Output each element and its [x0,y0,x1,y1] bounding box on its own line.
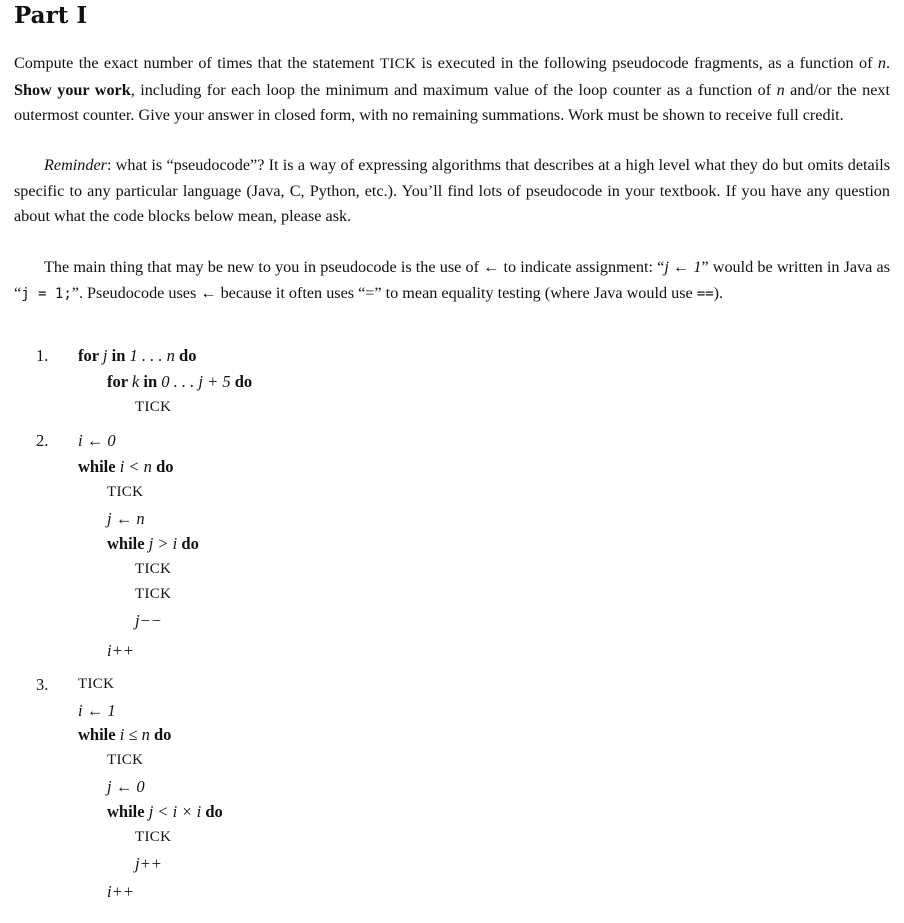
intro-text-1: Compute the exact number of times that the statement [14,54,380,72]
keyword-for: for [78,346,103,365]
tick-statement: TICK [107,484,144,500]
tick-statement: TICK [135,829,172,845]
reminder-label: Reminder [44,156,107,174]
math-range: 1 . . . n [129,346,175,365]
intro-paragraph [14,51,890,129]
intro-math-n: n [877,54,886,72]
code-line: i++ [107,641,134,660]
code-line: i++ [107,882,134,901]
assign-text-3: ”. Pseudocode uses ← because it often uses “=” to mean equality testing (where Java would use [71,283,697,302]
keyword-do: do [230,372,253,391]
fragment-number: 3. [36,675,49,694]
math-range: 0 . . . j + 5 [161,372,231,391]
code-line [78,346,196,366]
keyword-while: while [78,457,120,476]
tick-statement: TICK [135,586,172,602]
fragment-number: 2. [36,431,49,450]
math-condition: j < i × i [148,802,202,821]
intro-text-2: is executed in the following pseudocode fragments, as a function of [416,54,878,72]
section-heading: Part I [14,2,88,29]
keyword-do: do [201,802,223,821]
code-line [78,457,174,477]
reminder-paragraph [14,153,890,230]
intro-text-5: and/or the next outermost counter. Give your answer in closed form, with no remaining summations. Work must be shown to receive full credit. [14,80,891,124]
fragment-number: 1. [36,346,49,365]
tick-statement: TICK [78,676,115,692]
code-line: i ← 1 [78,701,116,720]
keyword-for: for [107,372,132,391]
tick-statement: TICK [135,399,172,415]
keyword-do: do [151,457,174,476]
code-line: j++ [135,854,162,873]
keyword-in: in [107,346,130,365]
intro-math-n-2: n [776,80,785,99]
intro-tick-keyword: TICK [379,56,417,72]
assignment-paragraph [14,255,890,307]
keyword-do: do [149,725,172,744]
code-line: j−− [135,611,162,630]
code-line [107,372,252,392]
assign-math: j ← 1 [664,258,702,276]
assign-text-1: The main thing that may be new to you in pseudocode is the use of ← to indicate assignment: “ [44,258,665,276]
assign-text-4: ). [713,283,724,302]
keyword-do: do [174,346,197,365]
tick-statement: TICK [107,752,144,768]
code-line: i ← 0 [78,431,116,450]
assign-equality-code: == [696,285,714,302]
assign-java-code: j = 1; [21,285,72,302]
tick-statement: TICK [135,561,172,577]
code-line [78,725,171,745]
math-condition: i ≤ n [119,725,150,744]
math-condition: i < n [119,457,152,476]
code-line: j ← n [107,509,145,528]
code-line: j ← 0 [107,777,145,796]
keyword-in: in [139,372,162,391]
keyword-while: while [107,534,149,553]
code-line [107,534,199,554]
assign-text-2: ” would be written in Java as “ [14,258,891,302]
reminder-text: : what is “pseudocode”? It is a way of expressing algorithms that describes at a high level what they do but omits details specific to any particular language (Java, C, Python, etc.). You’ll find lots of pseudocode in your textbook. If you have any question about what the code blocks below mean, please ask. [14,156,890,225]
math-var: j [102,346,108,365]
keyword-while: while [107,802,149,821]
math-condition: j > i [148,534,178,553]
code-line [107,802,223,822]
intro-bold-text: Show your work [14,80,131,99]
keyword-while: while [78,725,120,744]
intro-text-4: , including for each loop the minimum and maximum value of the loop counter as a function of [130,80,777,99]
intro-text-3: . [885,54,891,72]
keyword-do: do [177,534,199,553]
math-var: k [131,372,140,391]
